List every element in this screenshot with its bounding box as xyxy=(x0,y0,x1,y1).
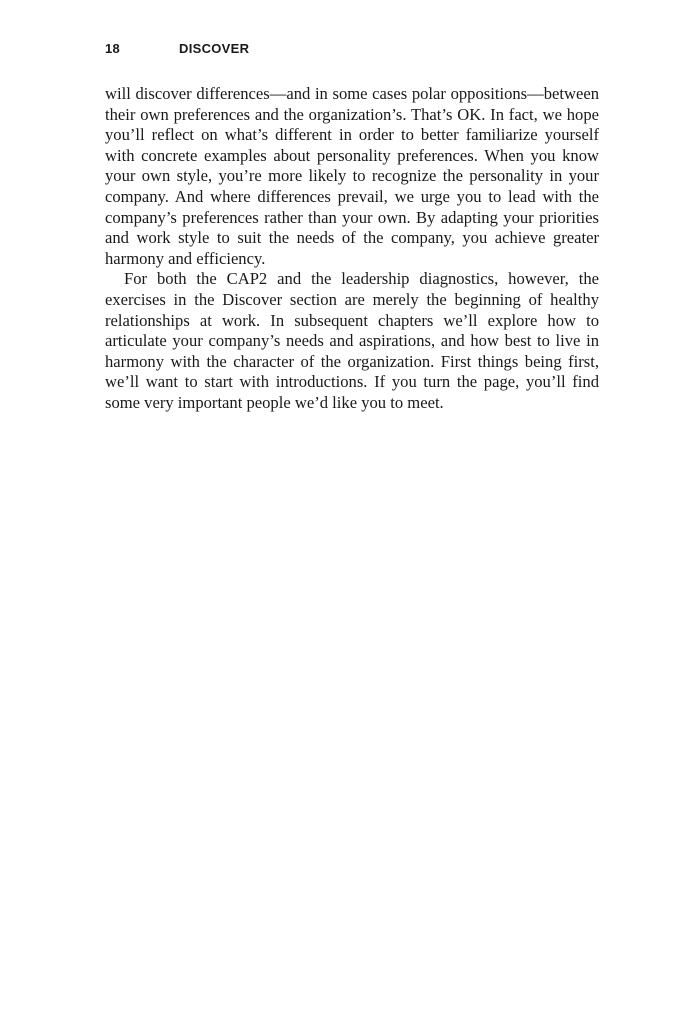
running-head-title: DISCOVER xyxy=(179,41,250,56)
page-number: 18 xyxy=(105,41,121,56)
paragraph-continued: will discover differences—and in some cases polar oppositions—between their own preferences and the organization’s. That’s OK. In fact, we hope you’ll reflect on what’s different in order to better familiarize yourself with concrete examples about personality preferences. When you know your own style, you’re more likely to recognize the personality in your company. And where differences prevail, we urge you to lead with the company’s preferences rather than your own. By adapting your priorities and work style to suit the needs of the company, you achieve greater harmony and efficiency. xyxy=(105,84,599,268)
paragraph: For both the CAP2 and the leadership diagnostics, however, the exercises in the Discover section are merely the beginning of healthy relationships at work. In subsequent chapters we’ll explore how to articulate your company’s needs and aspirations, and how best to live in harmony with the character of the organization. First things being first, we’ll want to start with introductions. If you turn the page, you’ll find some very important people we’d like you to meet. xyxy=(105,269,599,412)
running-header xyxy=(105,41,249,56)
body-text xyxy=(105,84,599,414)
